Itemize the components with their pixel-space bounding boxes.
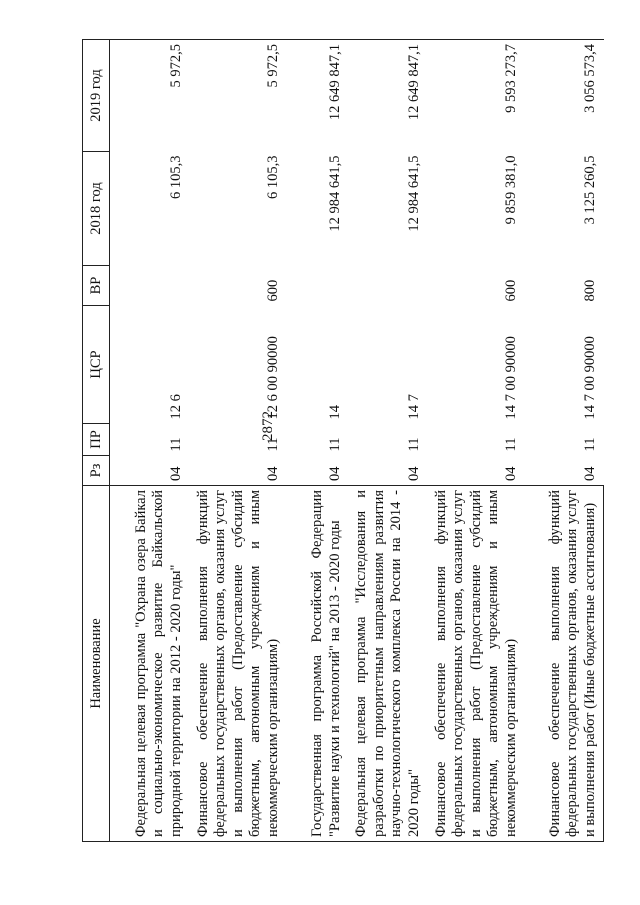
row-rz: 04: [264, 466, 281, 481]
row-pr: 11: [502, 437, 519, 452]
row-csr: 12 6: [167, 394, 184, 420]
row-name: Финансовое обеспечение выполнения функций федеральных государственных органов, оказания услуг и выполнения работ (Предоставление субсидий бюджетным, автономным учреждениям и иным некоммерческим организациям): [427, 486, 524, 842]
row-name: Федеральная целевая программа "Охрана озера Байкал и социально-экономическое развитие Байкальской природной территории на 2012 - 2020 годы": [110, 486, 190, 842]
row-csr: 14: [326, 405, 343, 420]
row-vr: 600: [502, 279, 519, 302]
table-row: [427, 40, 524, 842]
row-2018: 6 105,3: [264, 155, 281, 199]
row-vr: [348, 266, 427, 306]
row-2019: 9 593 273,7: [427, 40, 524, 152]
row-2018: 3 125 260,5: [582, 155, 598, 225]
row-rz: 04: [582, 466, 598, 481]
row-vr: [286, 266, 348, 306]
row-2018: 12 984 641,5: [326, 155, 343, 232]
table-row: [348, 40, 427, 842]
header-vr: ВР: [83, 266, 110, 306]
row-csr: 14 7 00 90000: [502, 336, 519, 420]
row-2018: 9 859 381,0: [502, 155, 519, 225]
row-csr: 14 7: [405, 394, 422, 420]
row-2019: 3 056 573,4: [524, 40, 604, 152]
row-pr: 11: [167, 437, 184, 452]
row-pr: 11: [405, 437, 422, 452]
table-row: [524, 40, 604, 842]
row-rz: 04: [326, 466, 343, 481]
row-csr: 14 7 00 90000: [582, 336, 598, 420]
row-name: Финансовое обеспечение выполнения функций федеральных государственных органов, оказания услуг и выполнения работ (Предоставление субсидий бюджетным, автономным учреждениям и иным некоммерческим организациям): [189, 486, 286, 842]
budget-table: [82, 39, 604, 842]
header-name: Наименование: [83, 486, 110, 842]
table-row: [286, 40, 348, 842]
row-name: Финансовое обеспечение выполнения функций федеральных государственных органов, оказания услуг и выполнения работ (Иные бюджетные ассигнования): [524, 486, 604, 842]
row-2019: 12 649 847,1: [286, 40, 348, 152]
row-pr: 11: [264, 437, 281, 452]
row-rz: 04: [405, 466, 422, 481]
header-csr: ЦСР: [83, 306, 110, 424]
row-vr: 800: [582, 279, 598, 302]
row-2019: 5 972,5: [189, 40, 286, 152]
row-pr: 11: [326, 437, 343, 452]
header-pr: ПР: [83, 424, 110, 456]
header-2018: 2018 год: [83, 152, 110, 266]
header-rz: Рз: [83, 456, 110, 486]
row-vr: [110, 266, 190, 306]
table-header-row: [83, 40, 110, 842]
row-name: Федеральная целевая программа "Исследования и разработки по приоритетным направлениям развития научно-технологического комплекса России на 2014 - 2020 годы": [348, 486, 427, 842]
row-rz: 04: [502, 466, 519, 481]
table-row: [110, 40, 190, 842]
table-row: [189, 40, 286, 842]
row-2019: 5 972,5: [110, 40, 190, 152]
row-rz: 04: [167, 466, 184, 481]
row-pr: 11: [582, 437, 598, 452]
page-number-text: 2872: [260, 411, 276, 441]
row-csr: 12 6 00 90000: [264, 336, 281, 420]
row-2018: 12 984 641,5: [405, 155, 422, 232]
row-2019: 12 649 847,1: [348, 40, 427, 152]
row-name: Государственная программа Российской Федерации "Развитие науки и технологий" на 2013 - 2020 годы: [286, 486, 348, 842]
row-2018: 6 105,3: [167, 155, 184, 199]
row-vr: 600: [264, 279, 281, 302]
budget-table-rotated: [82, 40, 602, 842]
header-2019: 2019 год: [83, 40, 110, 152]
